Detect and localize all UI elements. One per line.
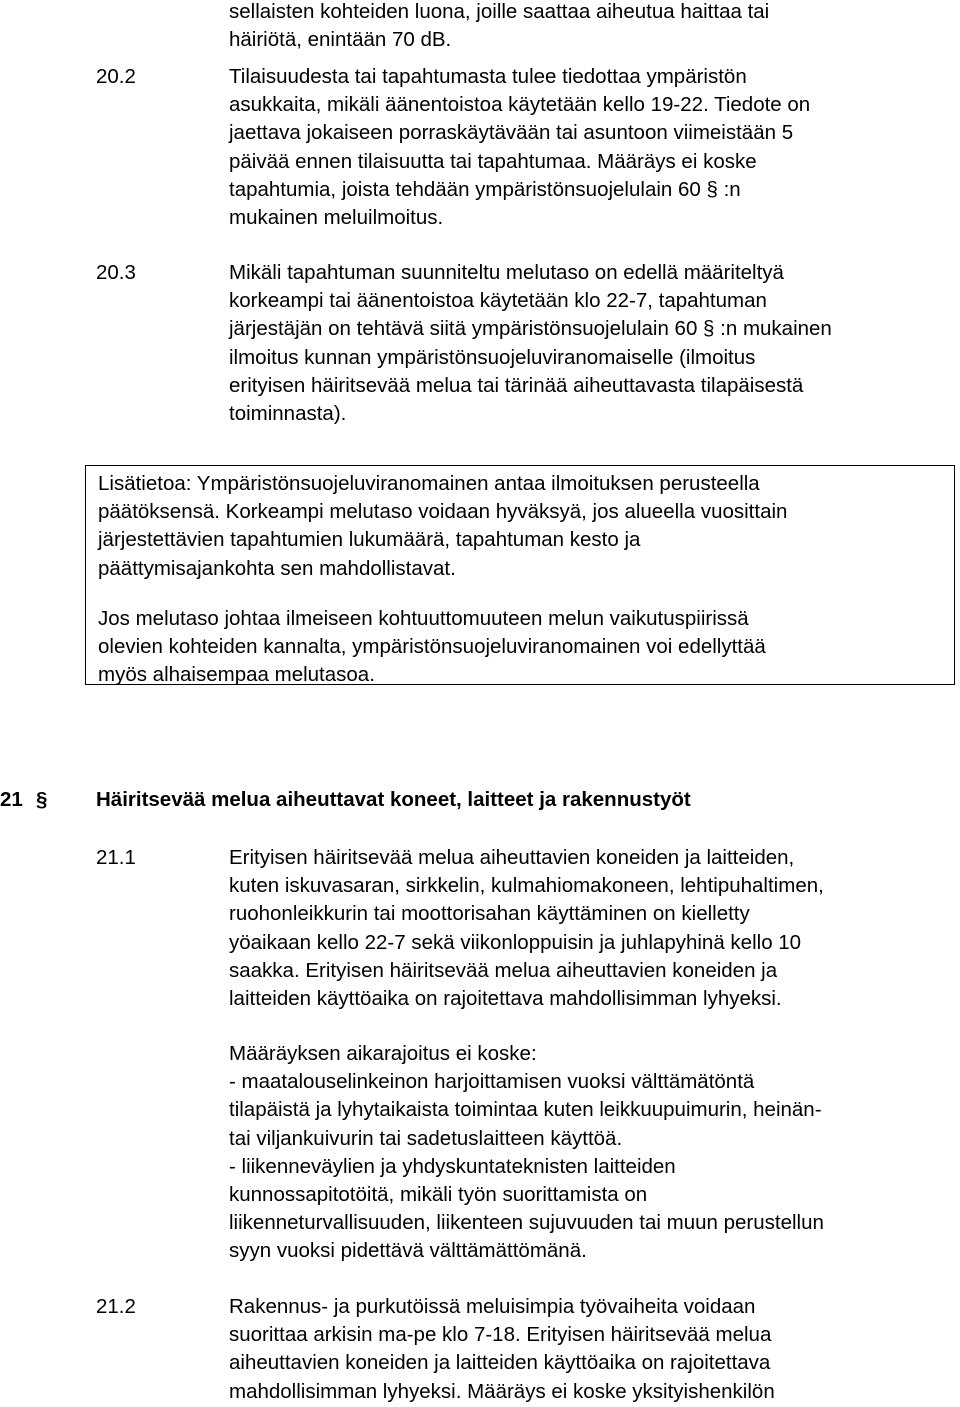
text-line: tilapäistä ja lyhytaikaista toimintaa kuten leikkuupuimurin, heinän- xyxy=(229,1098,822,1122)
text-line: toiminnasta). xyxy=(229,402,347,426)
text-line: mahdollisimman lyhyeksi. Määräys ei koske yksityishenkilön xyxy=(229,1379,775,1403)
text-line: Erityisen häiritsevää melua aiheuttavien koneiden ja laitteiden, xyxy=(229,846,795,869)
text-line: ruohonleikkurin tai moottorisahan käyttäminen on kielletty xyxy=(229,902,750,926)
text-line: järjestettävien tapahtumien lukumäärä, tapahtuman kesto ja xyxy=(98,528,641,552)
text-line: korkeampi tai äänentoistoa käytetään klo 22-7, tapahtuman xyxy=(229,289,767,313)
info-box xyxy=(85,465,955,685)
text-line: saakka. Erityisen häiritsevää melua aiheuttavien koneiden ja xyxy=(229,958,778,982)
text-line: tapahtumia, joista tehdään ympäristönsuojelulain 60 § :n xyxy=(229,177,741,201)
text-line: yöaikaan kello 22-7 sekä viikonloppuisin ja juhlapyhinä kello 10 xyxy=(229,930,802,954)
item-number: 21.2 xyxy=(96,1295,136,1318)
text-line: Määräyksen aikarajoitus ei koske: xyxy=(229,1042,537,1065)
text-line: liikenneturvallisuuden, liikenteen sujuvuuden tai muun perustellun xyxy=(229,1211,824,1235)
text-line: erityisen häiritsevää melua tai tärinää aiheuttavasta tilapäisestä xyxy=(229,373,804,397)
text-line: Rakennus- ja purkutöissä meluisimpia työvaiheita voidaan xyxy=(229,1295,756,1318)
text-line: mukainen meluilmoitus. xyxy=(229,206,444,230)
text-line: päättymisajankohta sen mahdollistavat. xyxy=(98,556,456,580)
text-line: syyn vuoksi pidettävä välttämättömänä. xyxy=(229,1239,587,1263)
text-line: päätöksensä. Korkeampi melutaso voidaan hyväksyä, jos alueella vuosittain xyxy=(98,500,788,524)
item-text xyxy=(229,259,949,428)
item-text xyxy=(229,63,949,232)
text-line: järjestäjän on tehtävä siitä ympäristönsuojelulain 60 § :n mukainen xyxy=(229,317,832,341)
text-line: olevien kohteiden kannalta, ympäristönsuojeluviranomainen voi edellyttää xyxy=(98,635,766,659)
item-number: 20.2 xyxy=(96,65,136,88)
info-paragraph-1 xyxy=(98,470,948,583)
text-line: aiheuttavien koneiden ja laitteiden käyttöaika on rajoitettava xyxy=(229,1351,771,1375)
text-line: päivää ennen tilaisuutta tai tapahtumaa. Määräys ei koske xyxy=(229,149,757,173)
text-line: Lisätietoa: Ympäristönsuojeluviranomainen antaa ilmoituksen perusteella xyxy=(98,472,760,495)
text-line: suorittaa arkisin ma-pe klo 7-18. Erityisen häiritsevää melua xyxy=(229,1323,772,1347)
text-line: sellaisten kohteiden luona, joille saattaa aiheutua haittaa tai xyxy=(229,0,770,23)
item-text xyxy=(229,1293,949,1406)
text-line: laitteiden käyttöaika on rajoitettava mahdollisimman lyhyeksi. xyxy=(229,987,782,1011)
text-line: ilmoitus kunnan ympäristönsuojeluviranomaiselle (ilmoitus xyxy=(229,345,756,369)
text-line: häiriötä, enintään 70 dB. xyxy=(229,28,452,52)
section-symbol: § xyxy=(36,788,48,811)
item-number: 21.1 xyxy=(96,846,136,869)
text-line: jaettava jokaiseen porraskäytävään tai asuntoon viimeistään 5 xyxy=(229,121,794,145)
text-line: Mikäli tapahtuman suunniteltu melutaso on edellä määriteltyä xyxy=(229,261,784,284)
info-paragraph-2 xyxy=(98,605,948,690)
text-line: kuten iskuvasaran, sirkkelin, kulmahiomakoneen, lehtipuhaltimen, xyxy=(229,874,824,898)
text-line: tai viljankuivurin tai sadetuslaitteen käyttöä. xyxy=(229,1126,623,1150)
text-line: - liikenneväylien ja yhdyskuntateknisten laitteiden xyxy=(229,1154,676,1178)
text-line: - maatalouselinkeinon harjoittamisen vuoksi välttämätöntä xyxy=(229,1070,755,1094)
section-title: Häiritsevää melua aiheuttavat koneet, laitteet ja rakennustyöt xyxy=(96,788,691,811)
text-line: kunnossapitotöitä, mikäli työn suorittamista on xyxy=(229,1183,648,1207)
section-number: 21 xyxy=(0,788,23,811)
text-line: Tilaisuudesta tai tapahtumasta tulee tiedottaa ympäristön xyxy=(229,65,747,88)
text-line: Jos melutaso johtaa ilmeiseen kohtuuttomuuteen melun vaikutuspiirissä xyxy=(98,607,749,630)
text-line: myös alhaisempaa melutasoa. xyxy=(98,663,375,687)
continuation-paragraph xyxy=(229,0,949,54)
text-line: asukkaita, mikäli äänentoistoa käytetään kello 19-22. Tiedote on xyxy=(229,93,811,117)
item-text xyxy=(229,844,949,1013)
item-exceptions xyxy=(229,1040,949,1266)
item-number: 20.3 xyxy=(96,261,136,284)
